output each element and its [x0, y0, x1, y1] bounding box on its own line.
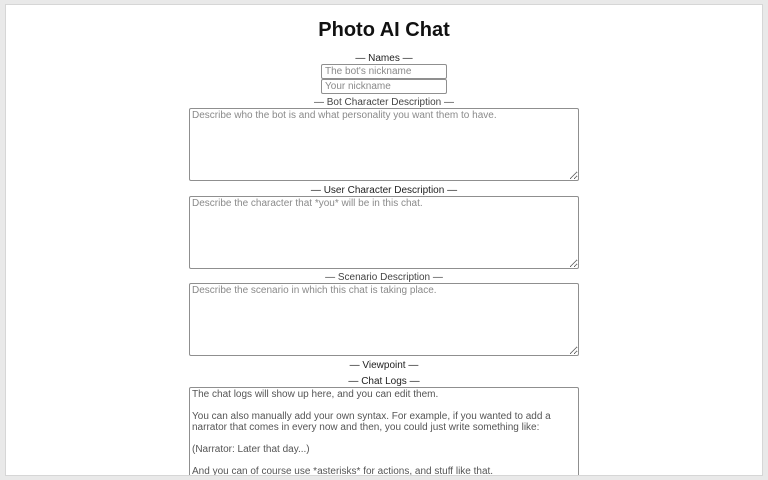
user-character-textarea[interactable]	[189, 196, 579, 269]
scenario-label: — Scenario Description —	[325, 272, 443, 283]
user-nickname-input[interactable]	[321, 79, 447, 94]
chat-logs-label: — Chat Logs —	[348, 376, 420, 387]
chat-log-line: (Narrator: Later that day...)	[192, 444, 310, 455]
bot-character-textarea[interactable]	[189, 108, 579, 181]
bot-character-label: — Bot Character Description —	[313, 97, 455, 108]
names-label: — Names —	[355, 53, 413, 64]
chat-logs-editor[interactable]	[189, 387, 579, 476]
user-character-label: — User Character Description —	[310, 185, 458, 196]
page-title: Photo AI Chat	[318, 19, 450, 41]
viewpoint-label: — Viewpoint —	[349, 360, 419, 371]
chat-log-line: You can also manually add your own syntax. For example, if you wanted to add a narrator that comes in every now and then, you could just write something like:	[192, 411, 551, 433]
chat-log-line: And you can of course use *asterisks* for actions, and stuff like that.	[192, 466, 494, 476]
chat-log-line: The chat logs will show up here, and you can edit them.	[192, 389, 439, 400]
page-frame	[5, 4, 763, 476]
scenario-textarea[interactable]	[189, 283, 579, 356]
bot-nickname-input[interactable]	[321, 64, 447, 79]
